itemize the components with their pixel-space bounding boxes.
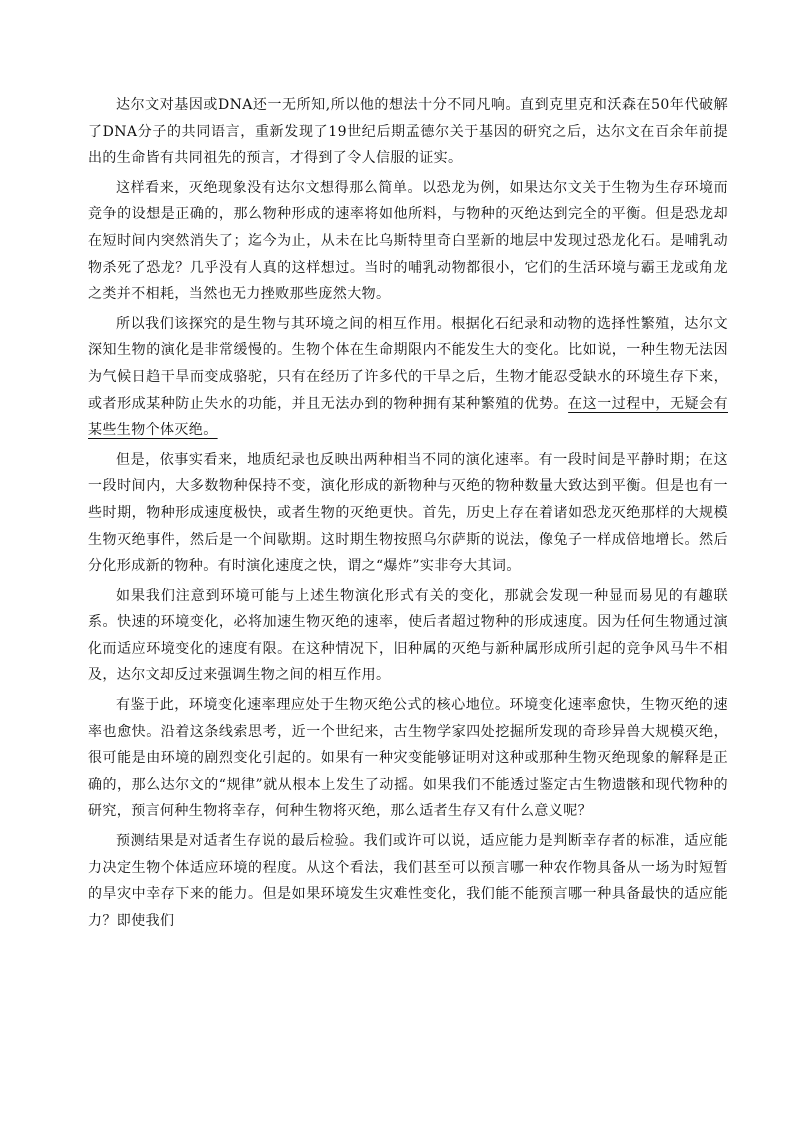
paragraph-2-text: 这样看来，灭绝现象没有达尔文想得那么简单。以恐龙为例，如果达尔文关于生物为生存环境而竞争的设想是正确的，那么物种形成的速率将如他所料，与物种的灭绝达到完全的平衡。但是恐龙却在短时间内突然消失了；迄今为止，从未在比乌斯特里奇白垩新的地层中发现过恐龙化石。是哺乳动物杀死了恐龙？几乎没有人真的这样想过。当时的哺乳动物都很小，它们的生活环境与霸王龙或角龙之类并不相耗，当然也无力挫败那些庞然大物。: [88, 179, 728, 303]
paragraph-6-text: 有鉴于此，环境变化速率理应处于生物灭绝公式的核心地位。环境变化速率愈快，生物灭绝的速率也愈快。沿着这条线索思考，近一个世纪来，古生物学家四处挖掘所发现的奇珍异兽大规模灭绝，很可能是由环境的剧烈变化引起的。如果有一种灾变能够证明对这种或那种生物灭绝现象的解释是正确的，那么达尔文的“规律”就从根本上发生了动摇。如果我们不能透过鉴定古生物遗骸和现代物种的研究，预言何种生物将幸存，何种生物将灭绝，那么适者生存又有什么意义呢？: [88, 697, 728, 820]
paragraph-2: [88, 175, 728, 308]
underlined-sentence: 在这一过程中，无疑会有某些生物个体灭绝。: [88, 395, 728, 439]
paragraph-4: [88, 447, 728, 580]
paragraph-3: [88, 311, 728, 444]
paragraph-1-text: 达尔文对基因或DNA还一无所知,所以他的想法十分不同凡响。直到克里克和沃森在50年代破解了DNA分子的共同语言，重新发现了19世纪后期孟德尔关于基因的研究之后，达尔文在百余年前提出的生命皆有共同祖先的预言，才得到了令人信服的证实。: [88, 97, 728, 167]
paragraph-3-text: 所以我们该探究的是生物与其环境之间的相互作用。根据化石纪录和动物的选择性繁殖，达尔文深知生物的演化是非常缓慢的。生物个体在生命期限内不能发生大的变化。比如说，一种生物无法因为气候日趋干旱而变成骆驼，只有在经历了许多代的干旱之后，生物才能忍受缺水的环境生存下来，或者形成某种防止失水的功能，并且无法办到的物种拥有某种繁殖的优势。: [88, 315, 728, 412]
paragraph-5: [88, 583, 728, 689]
paragraph-7-text: 预测结果是对适者生存说的最后检验。我们或许可以说，适应能力是判断幸存者的标准，适应能力决定生物个体适应环境的程度。从这个看法，我们甚至可以预言哪一种农作物具备从一场为时短暂的旱灾中幸存下来的能力。但是如果环境发生灾难性变化，我们能不能预言哪一种具备最快的适应能力？即使我们: [88, 833, 728, 929]
paragraph-4-text: 但是，依事实看来，地质纪录也反映出两种相当不同的演化速率。有一段时间是平静时期；在这一段时间内，大多数物种保持不变，演化形成的新物种与灭绝的物种数量大致达到平衡。但是也有一些时期，物种形成速度极快，或者生物的灭绝更快。首先，历史上存在着诸如恐龙灭绝那样的大规模生物灭绝事件，然后是一个间歇期。这时期生物按照乌尔萨斯的说法，像兔子一样成倍地增长。然后分化形成新的物种。有时演化速度之快，谓之“爆炸”实非夸大其词。: [88, 451, 728, 575]
paragraph-5-text: 如果我们注意到环境可能与上述生物演化形式有关的变化，那就会发现一种显而易见的有趣联系。快速的环境变化，必将加速生物灭绝的速率，使后者超过物种的形成速度。因为任何生物通过演化而适应环境变化的速度有限。在这种情况下，旧种属的灭绝与新种属形成所引起的竞争风马牛不相及，达尔文却反过来强调生物之间的相互作用。: [88, 587, 728, 684]
paragraph-7: [88, 828, 728, 934]
paragraph-1: [88, 92, 728, 172]
document-body: [88, 92, 728, 937]
paragraph-6: [88, 692, 728, 825]
